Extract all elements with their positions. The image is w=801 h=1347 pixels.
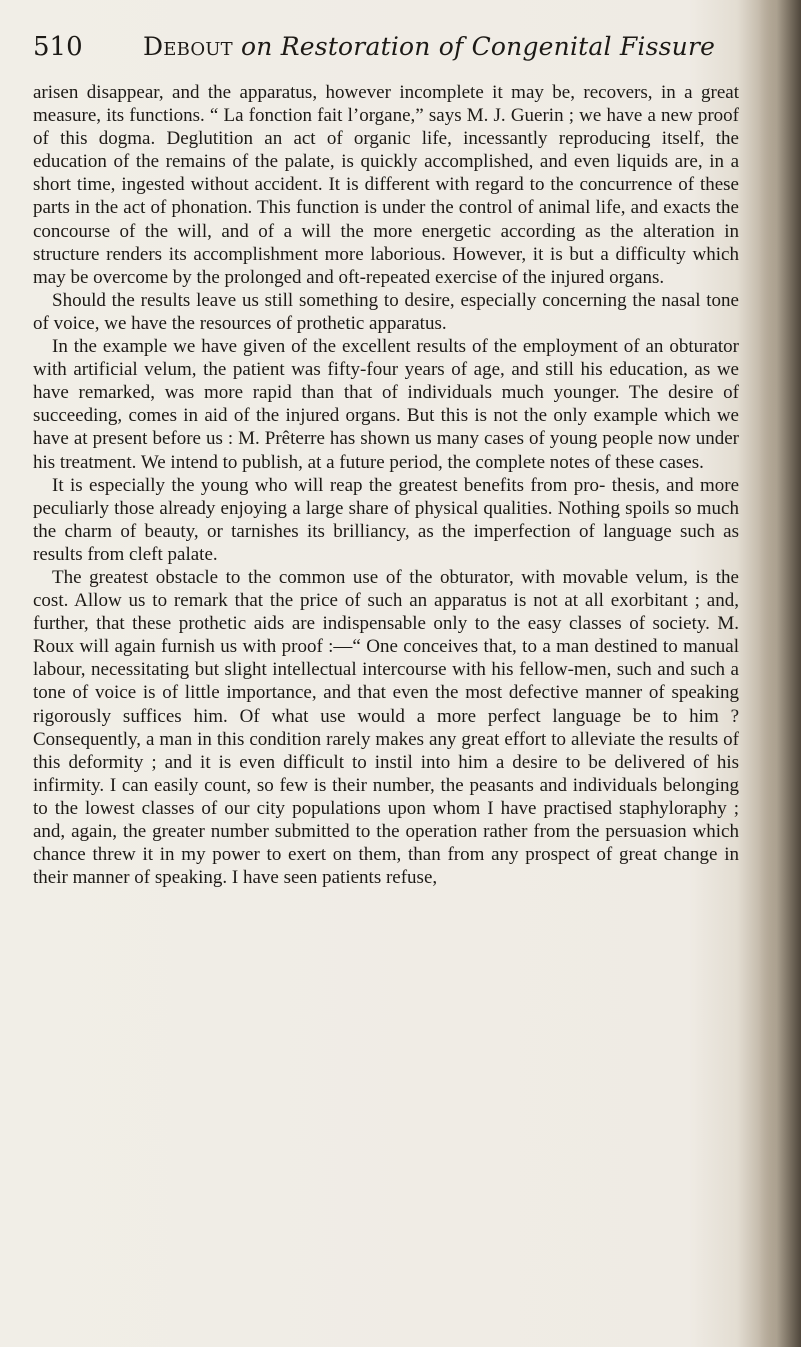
spine-shadow: [759, 0, 801, 1347]
running-title-word-of: of: [438, 32, 464, 61]
paragraph-5: The greatest obstacle to the common use of the obturator, with movable velum, is the cost. Allow us to remark that the price of such an apparatus is not at all exorbitant ; and, further, that these prothetic aids are indispensable only to the easy classes of society. M. Roux will again furnish us with proof :—“ One conceives that, to a man destined to manual labour, necessitating but slight intellectual intercourse with his fellow-men, such and such a tone of voice is of little importance, and that even the most defective manner of speaking rigorously suffices him. Of what use would a more perfect language be to him ? Consequently, a man in this condition rarely makes any great effort to alleviate the results of this deformity ; and it is even difficult to instil into him a desire to be delivered of his infirmity. I can easily count, so few is their number, the peasants and individuals belonging to the lowest classes of our city populations upon whom I have practised staphyloraphy ; and, again, the greater number submitted to the operation rather from the persuasion which chance threw it in my power to exert on them, than from any prospect of great change in their manner of speaking. I have seen patients refuse,: [33, 566, 739, 889]
running-title-word-on: on: [241, 32, 273, 61]
running-title: [143, 30, 763, 64]
body-text: [33, 81, 739, 889]
paragraph-2: Should the results leave us still something to desire, especially concerning the nasal tone of voice, we have the resources of prothetic apparatus.: [33, 289, 739, 334]
paragraph-3: In the example we have given of the excellent results of the employment of an obturator with artificial velum, the patient was fifty-four years of age, and still his education, as we have remarked, was more rapid than that of individuals much younger. The desire of succeeding, comes in aid of the injured organs. But this is not the only example which we have at present before us : M. Prêterre has shown us many cases of young people now under his treatment. We intend to publish, at a future period, the complete notes of these cases.: [33, 336, 739, 473]
paragraph-4: It is especially the young who will reap the greatest benefits from pro- thesis, and more peculiarly those already enjoying a large share of physical qualities. Nothing spoils so much the charm of beauty, or tarnishes its brilliancy, as the imperfection of language such as results from cleft palate.: [33, 474, 739, 565]
running-title-word-congenital-fissure: Congenital Fissure: [471, 32, 716, 61]
page-number: 510: [33, 32, 83, 62]
running-title-word-restoration: Restoration: [280, 32, 431, 61]
paragraph-1: arisen disappear, and the apparatus, however incomplete it may be, recovers, in a great measure, its functions. “ La fonction fait l’organe,” says M. J. Guerin ; we have a new proof of this dogma. Deglutition an act of organic life, incessantly reproducing itself, the education of the remains of the palate, is quickly accomplished, and even liquids are, in a short time, ingested without accident. It is different with regard to the concurrence of these parts in the act of phonation. This function is under the control of animal life, and exacts the concourse of the will, and of a will the more energetic according as the alteration in structure renders its accomplishment more laborious. However, it is but a difficulty which may be overcome by the prolonged and oft-repeated exercise of the injured organs.: [33, 82, 739, 288]
running-title-author: Debout: [143, 32, 233, 61]
page-header: [33, 30, 753, 70]
